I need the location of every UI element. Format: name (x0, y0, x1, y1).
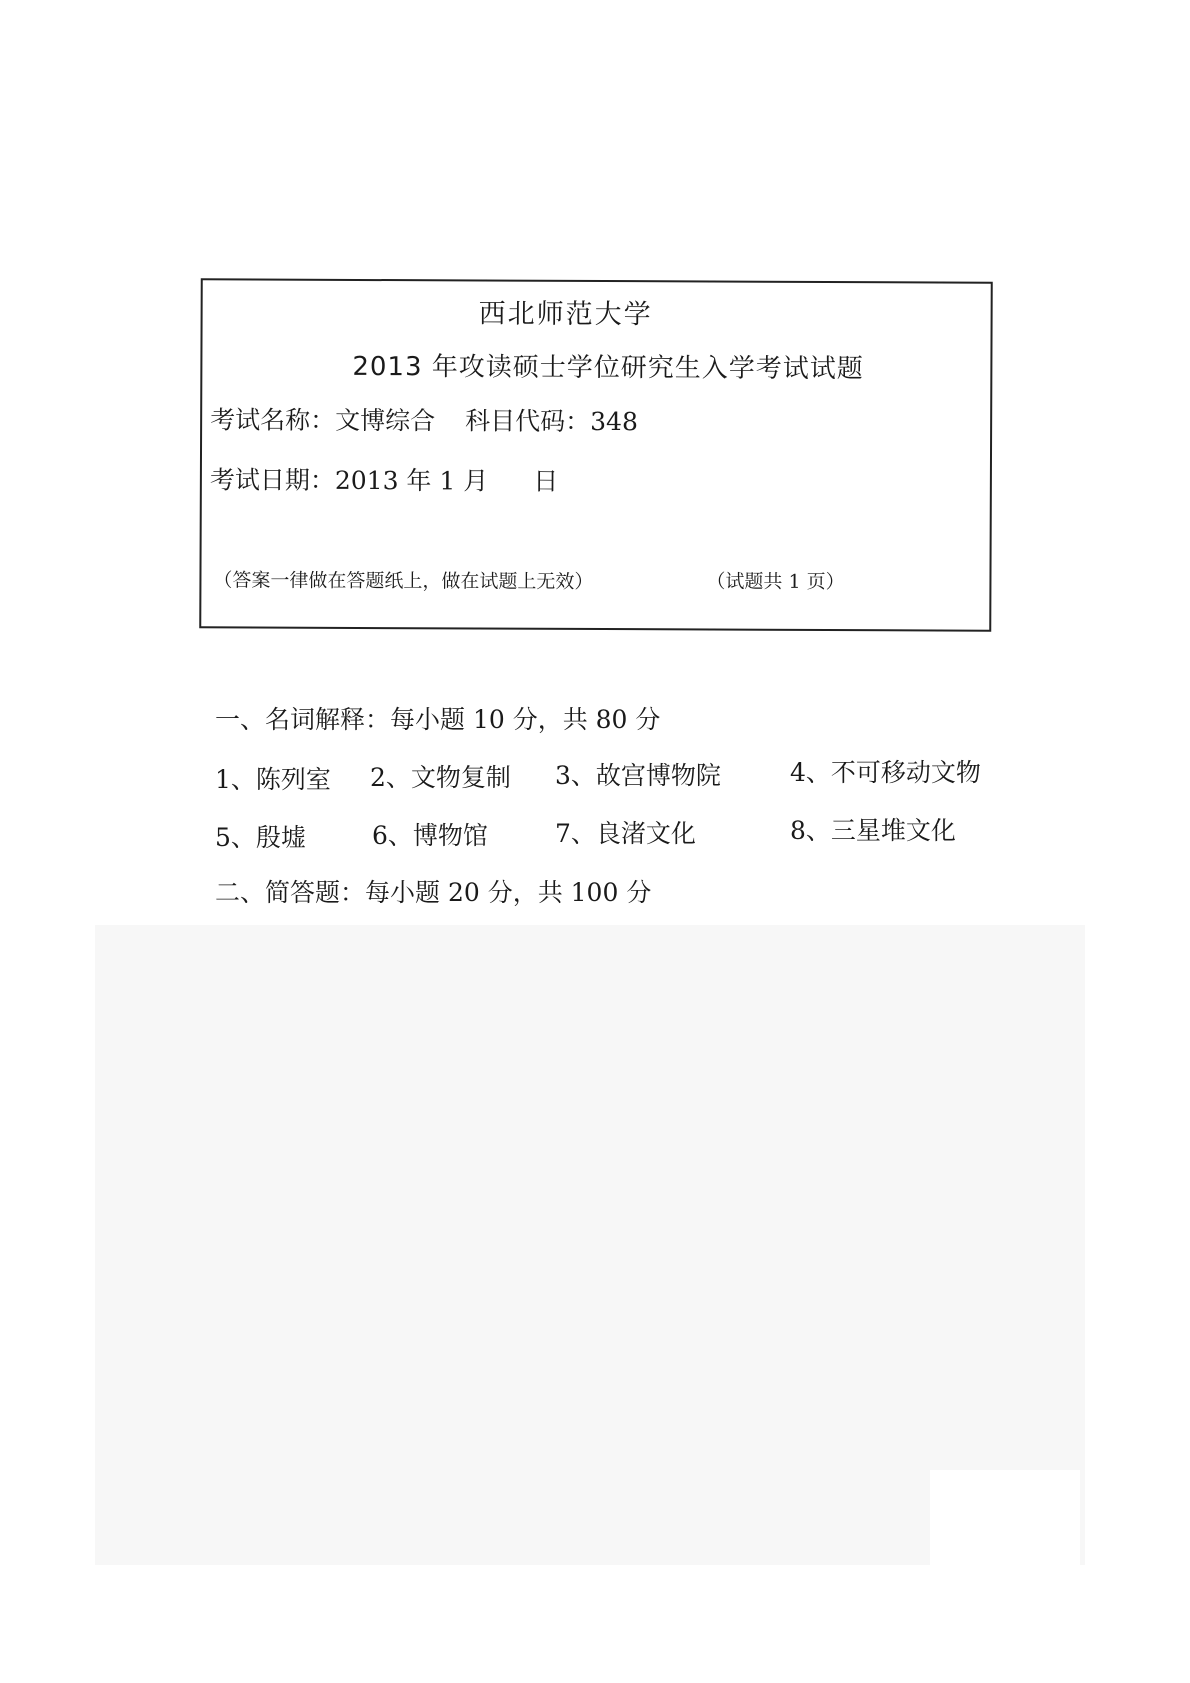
term-item: 4、不可移动文物 (790, 758, 981, 787)
answer-note: （答案一律做在答题纸上，做在试题上无效） (213, 569, 594, 593)
exam-date-day: 日 (533, 466, 559, 496)
page-count: （试题共 1 页） (706, 570, 845, 594)
term-item: 7、良渚文化 (555, 819, 696, 848)
scan-shade (95, 925, 1085, 1565)
subject-code-label: 科目代码： (465, 406, 591, 436)
section2-heading: 二、简答题：每小题 20 分，共 100 分 (215, 878, 652, 907)
term-item: 5、殷墟 (215, 823, 306, 852)
exam-name-label: 考试名称： (210, 405, 336, 435)
term-item: 8、三星堆文化 (790, 816, 956, 845)
exam-date-label: 考试日期： (209, 465, 335, 495)
university-name: 西北师范大学 (478, 298, 653, 331)
exam-date-value: 2013 年 1 月 (334, 465, 489, 496)
exam-date-row (210, 460, 559, 498)
subject-code-value: 348 (590, 406, 638, 437)
exam-name-value: 文博综合 (335, 405, 436, 436)
exam-title: 2013 年攻读硕士学位研究生入学考试试题 (352, 351, 864, 385)
term-item: 1、陈列室 (215, 765, 331, 794)
section1-heading: 一、名词解释：每小题 10 分，共 80 分 (215, 705, 661, 734)
term-item: 6、博物馆 (372, 821, 488, 850)
term-item: 3、故宫博物院 (555, 761, 721, 790)
term-item: 2、文物复制 (370, 763, 511, 792)
exam-name-row (210, 400, 638, 438)
scan-shade-corner (930, 1470, 1080, 1670)
exam-header-box (199, 278, 993, 631)
